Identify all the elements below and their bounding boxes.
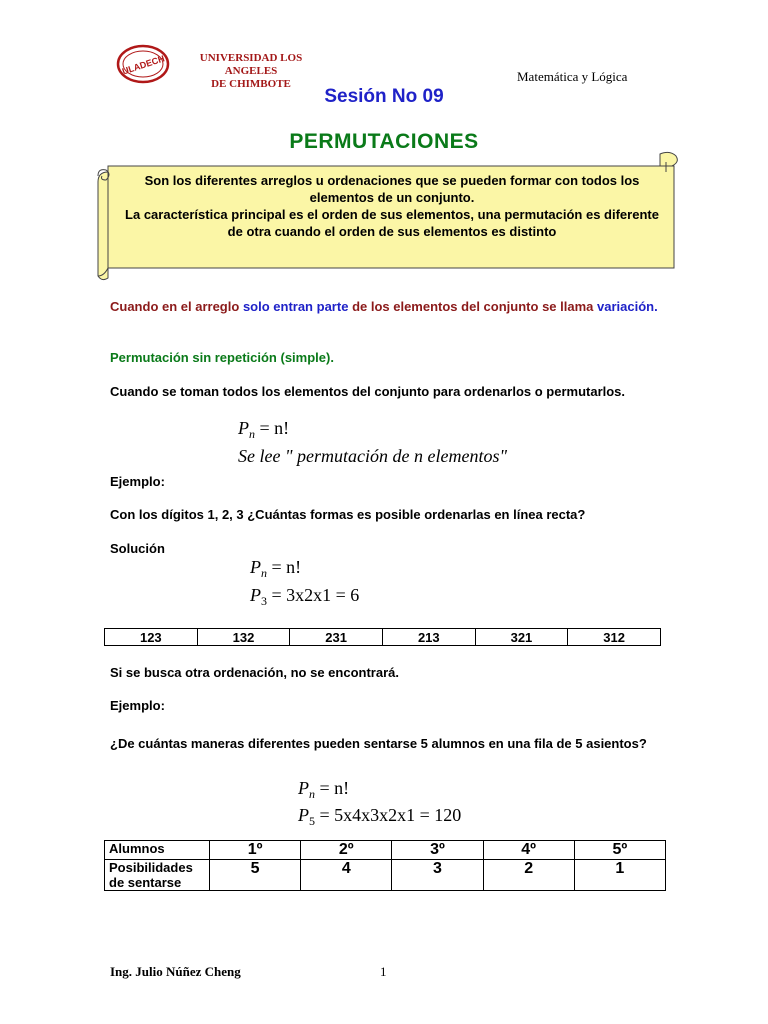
example2-eq1: $P_n = n$! [298, 778, 350, 802]
author-footer: Ing. Julio Núñez Cheng [110, 964, 241, 979]
example2-eq2: $P_5 = 5x4x3x2x1 = 120$ [298, 805, 462, 829]
table-cell: 2º [301, 841, 392, 860]
table-row [105, 629, 661, 646]
example1-note: Si se busca otra ordenación, no se encontrará. [110, 665, 399, 680]
definition-line-2: La característica principal es el orden de sus elementos, una permutación es diferente de otra cuando el orden de sus elementos es distinto [125, 207, 659, 239]
general-formula: $P_n = n$! [238, 418, 290, 442]
scroll-definition [124, 172, 660, 240]
row-label: Posibilidades de sentarse [105, 860, 210, 891]
session-number: Sesión No 09 [324, 86, 444, 107]
table-cell: 4 [301, 860, 392, 891]
seating-table [104, 840, 666, 891]
variation-paragraph: Cuando en el arreglo solo entran parte de los elementos del conjunto se llama variación. [110, 299, 658, 314]
university-logo [116, 44, 326, 90]
table-row [105, 860, 666, 891]
page-number: 1 [380, 964, 387, 979]
example2-question: ¿De cuántas maneras diferentes pueden sentarse 5 alumnos en una fila de 5 asientos? [110, 736, 647, 751]
formula-reading: Se lee " permutación de n elementos" [238, 446, 508, 466]
subject-name: Matemática y Lógica [517, 69, 628, 84]
example1-eq1: $P_n = n$! [250, 557, 302, 581]
table-cell: 5 [210, 860, 301, 891]
table-cell: 3 [392, 860, 483, 891]
example1-label: Ejemplo: [110, 474, 165, 489]
table-cell: 4º [483, 841, 574, 860]
table-cell: 213 [382, 629, 475, 646]
uladech-seal-icon [116, 44, 170, 84]
example1-eq2: $P_3 = 3x2x1 = 6$ [250, 585, 360, 609]
solution-label: Solución [110, 541, 165, 556]
table-cell: 3º [392, 841, 483, 860]
table-cell: 1º [210, 841, 301, 860]
permutations-table [104, 628, 661, 646]
section-heading: Permutación sin repetición (simple). [110, 350, 334, 365]
table-cell: 123 [105, 629, 198, 646]
table-cell: 1 [574, 860, 665, 891]
table-row [105, 841, 666, 860]
example2-label: Ejemplo: [110, 698, 165, 713]
table-cell: 5º [574, 841, 665, 860]
definition-paragraph: Cuando se toman todos los elementos del conjunto para ordenarlos o permutarlos. [110, 384, 626, 399]
table-cell: 2 [483, 860, 574, 891]
table-cell: 132 [197, 629, 290, 646]
definition-line-1: Son los diferentes arreglos u ordenaciones que se pueden formar con todos los elementos de un conjunto. [144, 173, 640, 205]
university-name: UNIVERSIDAD LOS ANGELES DE CHIMBOTE [199, 52, 303, 90]
row-label: Alumnos [105, 841, 210, 860]
table-cell: 231 [290, 629, 383, 646]
example1-question: Con los dígitos 1, 2, 3 ¿Cuántas formas es posible ordenarlas en línea recta? [110, 507, 586, 522]
table-cell: 312 [568, 629, 661, 646]
table-cell: 321 [475, 629, 568, 646]
svg-text:ULADECH: ULADECH [120, 53, 166, 77]
page-title: PERMUTACIONES [289, 130, 479, 153]
